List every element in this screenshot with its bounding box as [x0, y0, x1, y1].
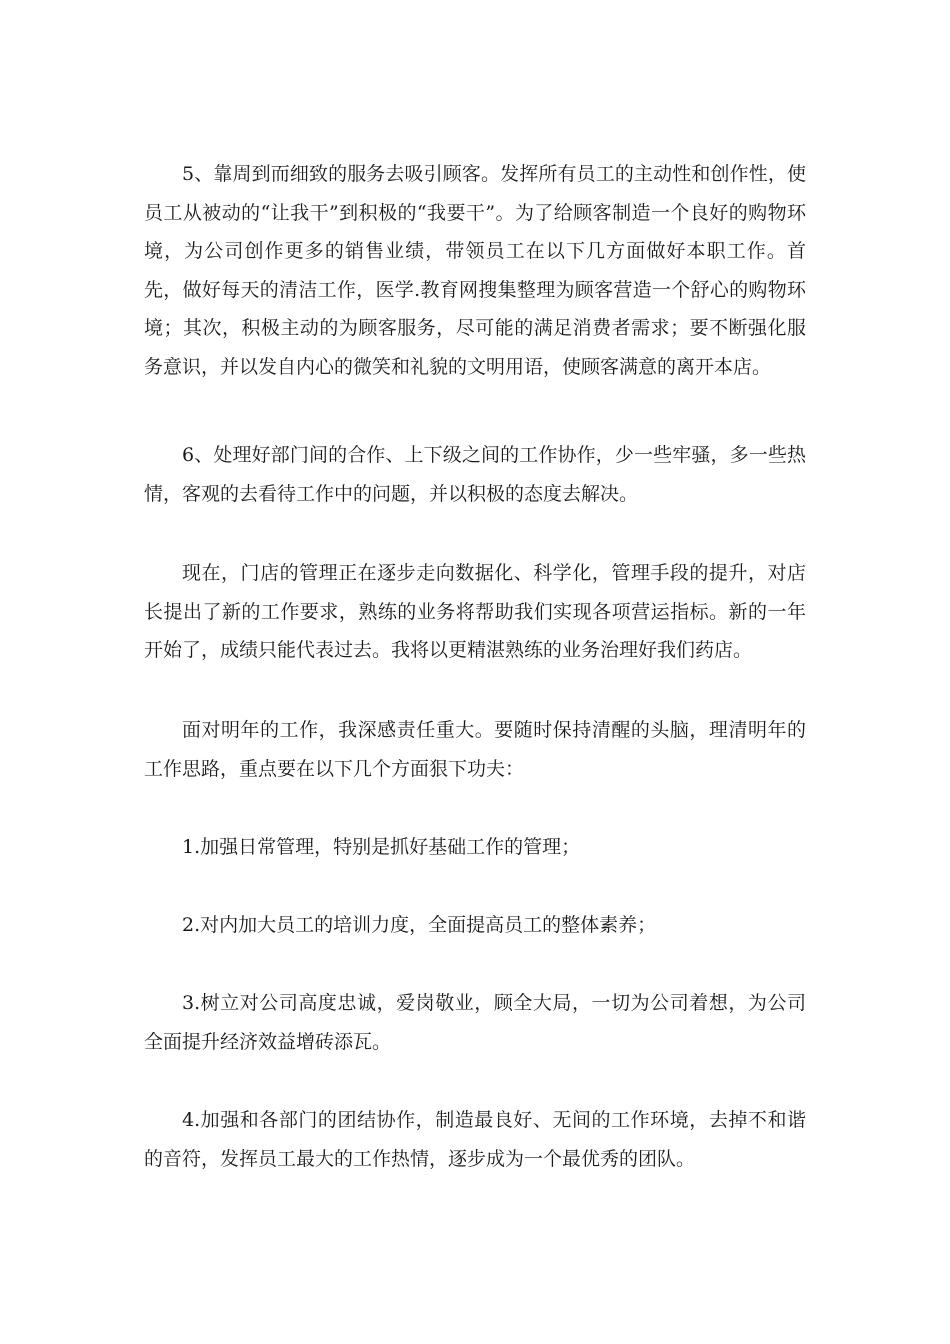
paragraph-next-year: 面对明年的工作，我深感责任重大。要随时保持清醒的头脑，理清明年的工作思路，重点要在以下几个方面狠下功夫：: [144, 719, 806, 780]
list-item-3: 3.树立对公司高度忠诚，爱岗敬业，顾全大局，一切为公司着想，为公司全面提升经济效益增砖添瓦。: [144, 992, 806, 1053]
paragraph-store-management: 现在，门店的管理正在逐步走向数据化、科学化，管理手段的提升，对店长提出了新的工作要求，熟练的业务将帮助我们实现各项营运指标。新的一年开始了，成绩只能代表过去。我将以更精湛熟练的业务治理好我们药店。: [144, 562, 806, 661]
list-item-4: 4.加强和各部门的团结协作，制造最良好、无间的工作环境，去掉不和谐的音符，发挥员工最大的工作热情，逐步成为一个最优秀的团队。: [144, 1109, 806, 1170]
paragraph-service: 5、靠周到而细致的服务去吸引顾客。发挥所有员工的主动性和创作性，使员工从被动的“让我干”到积极的“我要干”。为了给顾客制造一个良好的购物环境，为公司创作更多的销售业绩，带领员工在以下几方面做好本职工作。首先，做好每天的清洁工作，医学.教育网搜集整理为顾客营造一个舒心的购物环境；其次，积极主动的为顾客服务，尽可能的满足消费者需求；要不断强化服务意识，并以发自内心的微笑和礼貌的文明用语，使顾客满意的离开本店。: [144, 163, 806, 378]
list-item-2: 2.对内加大员工的培训力度，全面提高员工的整体素养；: [182, 914, 657, 936]
list-item-1: 1.加强日常管理，特别是抓好基础工作的管理；: [182, 836, 581, 858]
paragraph-cooperation: 6、处理好部门间的合作、上下级之间的工作协作，少一些牢骚，多一些热情，客观的去看待工作中的问题，并以积极的态度去解决。: [144, 444, 806, 505]
